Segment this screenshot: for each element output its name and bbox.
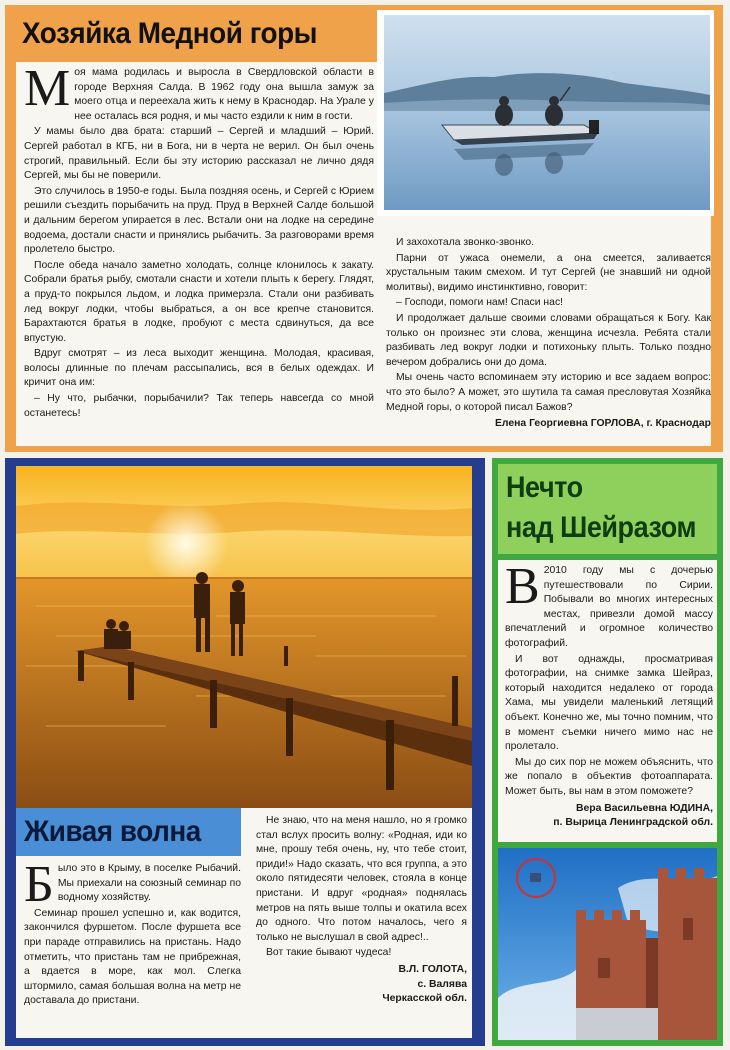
paragraph: 2010 году мы с дочерью путешествовали по Сирии. Побывали во многих интересных местах, привезли домой массу впечатлений и огромное количество фотографий. (505, 565, 713, 649)
article-2-photo-sunset-pier (16, 466, 472, 808)
paragraph: Вот такие бывают чудеса! (266, 947, 392, 959)
paragraph: И продолжает дальше своими словами обращаться к Богу. Как только он произнес эти слова, женщина исчезла. Ребята стали разбивать лед вокруг лодки и потихоньку плыть. Только поздно вечером добрались они до дома. (386, 312, 711, 368)
title-line: над Шейразом (506, 511, 697, 544)
signature-line: с. Валява (417, 978, 467, 990)
article-3-photo-castle (498, 848, 717, 1040)
paragraph: оя мама родилась и выросла в Свердловской области в городе Верхняя Салда. В 1962 году она вышла замуж за моего отца и переехала жить к нему в Краснодар. На Урале у нее осталась вся родня, и мы часто ездили к ним в гости. (74, 67, 374, 122)
castle-illustration (498, 848, 717, 1040)
article-2-dropcap: Б (24, 856, 54, 913)
article-1-column-1 (24, 60, 374, 446)
article-1-title: Хозяйка Медной горы (22, 17, 318, 50)
paragraph: Мы очень часто вспоминаем эту историю и все задаем вопрос: что это было? А может, это шутила та самая пресловутая Хозяйка Медной горы, о которой писал Бажов? (386, 372, 711, 413)
sunset-pier-illustration (16, 466, 472, 808)
paragraph: Мы до сих пор не можем объяснить, что же попало в объектив фотоаппарата. Может быть, вы нам в этом поможете? (505, 756, 713, 797)
article-3-title (506, 468, 696, 548)
paragraph: И захохотала звонко-звонко. (396, 237, 535, 248)
paragraph: Вдруг смотрят – из леса выходит женщина. Молодая, красивая, волосы длинные по плечам рассыпались, вся в белых одеждах. И кричит она им: (24, 348, 374, 389)
article-1-signature: Елена Георгиевна ГОРЛОВА, г. Краснодар (494, 418, 711, 430)
lake-boat-illustration (384, 15, 710, 210)
article-1-column-2 (386, 236, 711, 446)
paragraph: – Ну что, рыбачки, порыбачили? Так теперь навсегда со мной останетесь! (24, 393, 374, 419)
article-3-text (505, 558, 713, 840)
paragraph: Парни от ужаса онемели, а она смеется, заливается хрустальным таким смехом. И тут Сергей (не знавший ни одной молитвы), видимо инстинктивно, говорит: (386, 252, 711, 293)
signature-line: п. Вырица Ленинградской обл. (553, 817, 713, 829)
signature-line: Вера Васильевна ЮДИНА, (575, 802, 713, 814)
article-3-signature (505, 802, 713, 831)
article-3-dropcap: В (505, 558, 540, 615)
article-1-photo-lake-boat (384, 15, 710, 210)
signature-line: Черкасской обл. (382, 993, 467, 1005)
paragraph: Семинар прошел успешно и, как водится, закончился фуршетом. После фуршета все при параде отправились на пристань. Надо отметить, что пристань там не прибрежная, а вдается в море, как мол. Слегка штормило, самая большая волна на метр не доставала до пристани. (24, 907, 241, 1007)
signature-line: В.Л. ГОЛОТА, (398, 963, 467, 975)
article-2-column-1 (24, 856, 241, 1038)
article-2-title: Живая волна (24, 815, 201, 848)
article-1-dropcap: М (24, 60, 71, 117)
paragraph: Не знаю, что на меня нашло, но я громко стал вслух просить волну: «Родная, иди ко мне, прошу тебя очень, ну, что тебе стоит, приди!» Надо сказать, что вся группа, а это около пятидесяти человек, стояла в конце пристани. И вдруг «родная» поднялась метров на пять выше толпы и окатила всех до одного. Что потом началось, чего я только не выслушал в свой адрес!.. (256, 815, 467, 943)
title-line: Нечто (506, 471, 583, 504)
paragraph: После обеда начало заметно холодать, солнце клонилось к закату. Собрали братья рыбу, смотали снасти и хотели плыть к берегу. Глядят, а пруд-то покрылся льдом, и лодка примерзла. Стали они разбивать лед вокруг лодки, чтобы выбраться, а он все крепче становится. Барахтаются братья в лодке, пробуют с места сдвинуться, да все впустую. (24, 259, 374, 344)
paragraph: ыло это в Крыму, в поселке Рыбачий. Мы приехали на союзный семинар по водному хозяйству. (57, 863, 241, 904)
paragraph: – Господи, помоги нам! Спаси нас! (396, 297, 564, 309)
paragraph: У мамы было два брата: старший – Сергей и младший – Юрий. Сергей работал в КГБ, ни в Бога, ни в черта не верил. Он был очень строгий, правильный. Если бы эту историю рассказал не лично дядя Сергей, мы бы не поверили. (24, 126, 374, 182)
article-2-signature (256, 963, 467, 1007)
article-2-column-2 (256, 814, 467, 1038)
paragraph: И вот однажды, просматривая фотографии, на снимке замка Шейраз, который находится недалеко от города Хама, мы увидели маленький летящий объект. Конечно же, мы точно помним, что в момент съемки ничего мимо нас не пролетало. (505, 653, 713, 753)
paragraph: Это случилось в 1950-е годы. Была поздняя осень, и Сергей с Юрием решили съездить порыбачить на пруд. Пруд в Верхней Салде большой и дальним берегом упирается в лес. Встали они на лодке на середине водоема, достали снасти и принялись рыбачить. За разговорами время пролетело быстро. (24, 185, 374, 256)
